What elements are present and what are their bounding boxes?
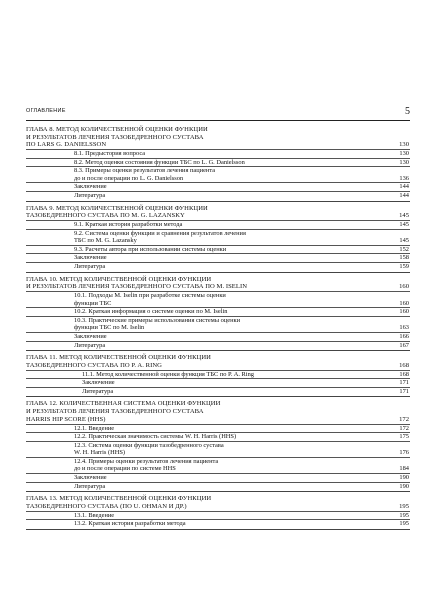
toc-entry-title: 12.1. Введение xyxy=(74,424,115,432)
toc-entry-title: Литература xyxy=(74,482,106,490)
toc-entry-title: 8.1. Предыстория вопроса xyxy=(74,150,146,158)
toc-entry-title: ТАЗОБЕДРЕННОГО СУСТАВА (ПО U. OHMAN И ДР.) xyxy=(26,502,187,510)
toc-chapter-heading-line[interactable] xyxy=(26,416,410,425)
toc-entry[interactable] xyxy=(26,333,410,342)
toc-entry[interactable] xyxy=(26,388,410,396)
toc-entry-title: 12.4. Примеры оценки результатов лечения пациента xyxy=(74,457,219,465)
toc-entry-title: ГЛАВА 12. КОЛИЧЕСТВЕННАЯ СИСТЕМА ОЦЕНКИ ФУНКЦИИ xyxy=(26,400,221,408)
toc-entry-page: 159 xyxy=(399,263,409,271)
toc-entry-title: ПО LARS G. DANIELSSON xyxy=(26,141,107,149)
toc-entry-title: до и после операции по системе HHS xyxy=(74,465,176,473)
toc-entry-title: ГЛАВА 10. МЕТОД КОЛИЧЕСТВЕННОЙ ОЦЕНКИ ФУНКЦИИ xyxy=(26,275,212,283)
table-of-contents xyxy=(26,126,410,533)
toc-chapter-heading-line[interactable] xyxy=(26,283,410,292)
toc-entry-page: 190 xyxy=(399,482,409,490)
toc-entry[interactable] xyxy=(26,465,410,474)
toc-entry[interactable] xyxy=(26,512,410,521)
toc-chapter-heading-line[interactable] xyxy=(26,408,410,416)
toc-entry[interactable] xyxy=(26,246,410,255)
toc-entry[interactable] xyxy=(26,230,410,238)
toc-entry[interactable] xyxy=(26,379,410,388)
toc-entry[interactable] xyxy=(26,483,410,491)
toc-entry-title: 12.3. Система оценки функции тазобедренного сустава xyxy=(74,441,224,449)
toc-entry-title: ГЛАВА 9. МЕТОД КОЛИЧЕСТВЕННОЙ ОЦЕНКИ ФУНКЦИИ xyxy=(26,204,208,212)
toc-entry-page: 158 xyxy=(399,254,409,262)
toc-entry[interactable] xyxy=(26,183,410,192)
toc-entry-page: 152 xyxy=(399,245,409,253)
toc-entry-page: 172 xyxy=(399,424,409,432)
toc-entry-title: И РЕЗУЛЬТАТОВ ЛЕЧЕНИЯ ТАЗОБЕДРЕННОГО СУСТАВА xyxy=(26,408,204,416)
toc-entry-page: 136 xyxy=(399,174,409,182)
toc-chapter xyxy=(26,205,410,273)
toc-chapter xyxy=(26,400,410,492)
toc-entry[interactable] xyxy=(26,425,410,434)
toc-entry[interactable] xyxy=(26,167,410,175)
toc-entry-page: 195 xyxy=(399,502,409,510)
toc-entry-page: 168 xyxy=(399,361,409,369)
toc-entry-title: 9.1. Краткая история разработки метода xyxy=(74,221,183,229)
toc-entry-title: HARRIS HIP SCORE (HHS) xyxy=(26,415,106,423)
toc-entry-title: 8.3. Примеры оценки результатов лечения пациента xyxy=(74,167,216,175)
toc-entry-page: 130 xyxy=(399,158,409,166)
toc-entry[interactable] xyxy=(26,458,410,466)
toc-entry-title: 10.2. Краткая информация о системе оценки по M. Iselin xyxy=(74,308,228,316)
toc-chapter-heading-line[interactable] xyxy=(26,400,410,408)
toc-entry[interactable] xyxy=(26,520,410,528)
toc-entry-page: 160 xyxy=(399,299,409,307)
toc-entry-page: 175 xyxy=(399,433,409,441)
running-head-title: ОГЛАВЛЕНИЕ xyxy=(26,108,66,114)
toc-entry-page: 190 xyxy=(399,474,409,482)
toc-chapter-heading-line[interactable] xyxy=(26,495,410,503)
toc-entry-page: 145 xyxy=(399,212,409,220)
toc-entry-title: ГЛАВА 11. МЕТОД КОЛИЧЕСТВЕННОЙ ОЦЕНКИ ФУНКЦИИ xyxy=(26,354,211,362)
toc-entry[interactable] xyxy=(26,254,410,263)
toc-entry-title: И РЕЗУЛЬТАТОВ ЛЕЧЕНИЯ ТАЗОБЕДРЕННОГО СУСТАВА ПО M. ISELIN xyxy=(26,283,248,291)
toc-entry-title: W. H. Harris (HHS) xyxy=(74,449,126,457)
toc-entry[interactable] xyxy=(26,192,410,200)
toc-entry-title: ГЛАВА 8. МЕТОД КОЛИЧЕСТВЕННОЙ ОЦЕНКИ ФУНКЦИИ xyxy=(26,126,208,133)
toc-chapter xyxy=(26,354,410,397)
toc-chapter xyxy=(26,126,410,202)
toc-chapter xyxy=(26,495,410,530)
toc-entry-page: 163 xyxy=(399,324,409,332)
toc-entry-page: 176 xyxy=(399,449,409,457)
toc-entry-page: 130 xyxy=(399,150,409,158)
toc-entry-title: 9.2. Система оценки функции и сравнения результатов лечения xyxy=(74,229,246,237)
toc-entry-page: 195 xyxy=(399,511,409,519)
toc-entry-page: 168 xyxy=(399,370,409,378)
toc-entry-page: 195 xyxy=(399,520,409,528)
toc-entry-title: 10.1. Подходы M. Iselin при разработке системы оценки xyxy=(74,292,226,300)
toc-entry[interactable] xyxy=(26,342,410,350)
toc-entry[interactable] xyxy=(26,371,410,380)
toc-chapter-heading-line[interactable] xyxy=(26,503,410,512)
toc-entry-page: 145 xyxy=(399,237,409,245)
toc-chapter-heading-line[interactable] xyxy=(26,362,410,371)
toc-entry[interactable] xyxy=(26,300,410,309)
page-number: 5 xyxy=(405,106,410,117)
toc-entry-page: 184 xyxy=(399,465,409,473)
toc-entry-title: 9.3. Расчеты автора при использовании системы оценки xyxy=(74,245,227,253)
toc-chapter-heading-line[interactable] xyxy=(26,141,410,150)
toc-entry-title: ТАЗОБЕДРЕННОГО СУСТАВА ПО M. G. LAZANSKY xyxy=(26,212,185,220)
toc-entry-title: Заключение xyxy=(74,474,107,482)
toc-entry-page: 171 xyxy=(399,387,409,395)
toc-entry[interactable] xyxy=(26,449,410,458)
toc-entry-title: И РЕЗУЛЬТАТОВ ЛЕЧЕНИЯ ТАЗОБЕДРЕННОГО СУСТАВА xyxy=(26,133,204,141)
toc-chapter-heading-line[interactable] xyxy=(26,205,410,213)
toc-entry[interactable] xyxy=(26,474,410,483)
toc-chapter-heading-line[interactable] xyxy=(26,134,410,142)
toc-entry-title: Литература xyxy=(74,341,106,349)
toc-entry-page: 172 xyxy=(399,415,409,423)
running-header xyxy=(26,106,410,121)
toc-entry-title: 10.3. Практические примеры использования системы оценки xyxy=(74,316,241,324)
toc-entry-page: 130 xyxy=(399,141,409,149)
toc-entry-title: Заключение xyxy=(74,333,107,341)
toc-entry-title: Заключение xyxy=(74,183,107,191)
toc-entry-title: Заключение xyxy=(82,379,115,387)
toc-entry[interactable] xyxy=(26,237,410,246)
toc-chapter-heading-line[interactable] xyxy=(26,354,410,362)
toc-entry-title: 12.2. Практическая значимость системы W. H. Harris (HHS) xyxy=(74,433,237,441)
toc-entry[interactable] xyxy=(26,317,410,325)
toc-entry-title: ТБС по M. G. Lazansky xyxy=(74,237,137,245)
toc-entry-page: 160 xyxy=(399,308,409,316)
toc-entry[interactable] xyxy=(26,221,410,230)
toc-entry-page: 171 xyxy=(399,379,409,387)
toc-entry-title: функции ТБС по M. Iselin xyxy=(74,324,145,332)
toc-entry-page: 144 xyxy=(399,183,409,191)
toc-entry-title: функции ТБС xyxy=(74,299,112,307)
toc-entry[interactable] xyxy=(26,308,410,317)
toc-entry-title: 13.2. Краткая история разработки метода xyxy=(74,520,186,528)
toc-entry-title: ГЛАВА 13. МЕТОД КОЛИЧЕСТВЕННОЙ ОЦЕНКИ ФУНКЦИИ xyxy=(26,495,212,503)
toc-entry[interactable] xyxy=(26,292,410,300)
toc-entry[interactable] xyxy=(26,175,410,184)
toc-entry[interactable] xyxy=(26,263,410,271)
toc-entry-title: Литература xyxy=(74,192,106,200)
toc-entry-page: 145 xyxy=(399,221,409,229)
toc-entry-page: 144 xyxy=(399,192,409,200)
toc-entry-title: 8.2. Метод оценки состояния функции ТБС по L. G. Danielsson xyxy=(74,158,245,166)
toc-chapter-heading-line[interactable] xyxy=(26,212,410,221)
toc-entry-title: ТАЗОБЕДРЕННОГО СУСТАВА ПО P. A. RING xyxy=(26,361,162,369)
toc-entry-title: 13.1. Введение xyxy=(74,511,115,519)
toc-entry-page: 167 xyxy=(399,341,409,349)
toc-chapter xyxy=(26,276,410,352)
toc-chapter-heading-line[interactable] xyxy=(26,276,410,284)
toc-entry-page: 160 xyxy=(399,283,409,291)
toc-entry-title: до и после операции по L. G. Danielsson xyxy=(74,174,184,182)
toc-entry-title: Литература xyxy=(82,387,114,395)
toc-entry[interactable] xyxy=(26,159,410,168)
toc-entry[interactable] xyxy=(26,442,410,450)
toc-entry-page: 166 xyxy=(399,333,409,341)
toc-entry[interactable] xyxy=(26,433,410,442)
toc-entry-title: 11.1. Метод количественной оценки функция ТБС по P. A. Ring xyxy=(82,370,254,378)
toc-entry-title: Литература xyxy=(74,263,106,271)
toc-entry[interactable] xyxy=(26,150,410,159)
toc-entry[interactable] xyxy=(26,324,410,333)
toc-entry-title: Заключение xyxy=(74,254,107,262)
toc-chapter-heading-line[interactable] xyxy=(26,126,410,134)
